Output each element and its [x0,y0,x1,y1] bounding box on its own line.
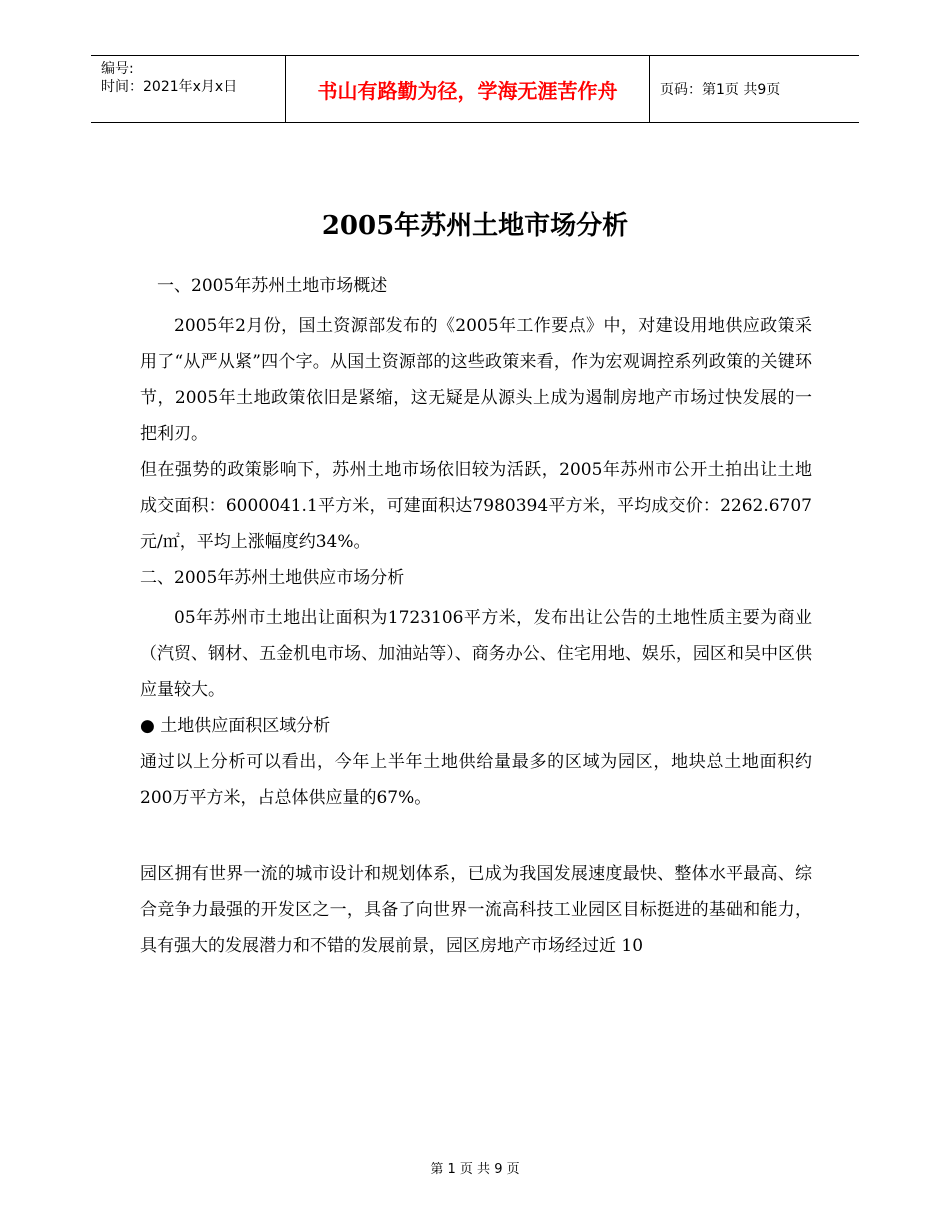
section-heading-2: 二、2005年苏州土地供应市场分析 [140,568,405,588]
paragraph-4: 通过以上分析可以看出，今年上半年土地供给量最多的区域为园区，地块总土地面积约200万平方米，占总体供应量的67%。 [140,752,812,808]
page-footer: 第 1 页 共 9 页 [430,1162,520,1177]
header-page-info: 页码：第1页 共9页 [660,82,781,98]
time-label: 时间：2021年x月x日 [101,79,238,95]
serial-label: 编号: [101,61,134,77]
spacer [140,816,812,852]
paragraph-3: 05年苏州市土地出让面积为1723106平方米，发布出让公告的土地性质主要为商业（汽贸、钢材、五金机电市场、加油站等）、商务办公、住宅用地、娱乐，园区和吴中区供应量较大。 [140,608,812,700]
paragraph-1: 2005年2月份，国土资源部发布的《2005年工作要点》中，对建设用地供应政策采用了“从严从紧”四个字。从国土资源部的这些政策来看，作为宏观调控系列政策的关键环节，2005年土地政策依旧是紧缩，这无疑是从源头上成为遏制房地产市场过快发展的一把利刃。 [140,316,812,444]
document-title: 2005年苏州土地市场分析 [321,211,629,241]
bullet-heading: ● 土地供应面积区域分析 [140,716,331,736]
header-meta [91,56,286,122]
section-heading-1: 一、2005年苏州土地市场概述 [157,276,388,296]
header-motto: 书山有路勤为径，学海无涯苦作舟 [286,56,650,122]
paragraph-2: 但在强势的政策影响下，苏州土地市场依旧较为活跃，2005年苏州市公开土拍出让土地成交面积：6000041.1平方米，可建面积达7980394平方米，平均成交价：2262.6707元/㎡，平均上涨幅度约34%。 [140,460,812,552]
document-body [140,268,812,964]
paragraph-5: 园区拥有世界一流的城市设计和规划体系，已成为我国发展速度最快、整体水平最高、综合竞争力最强的开发区之一，具备了向世界一流高科技工业园区目标挺进的基础和能力，具有强大的发展潜力和不错的发展前景，园区房地产市场经过近 10 [140,864,812,956]
page-header [91,55,859,123]
